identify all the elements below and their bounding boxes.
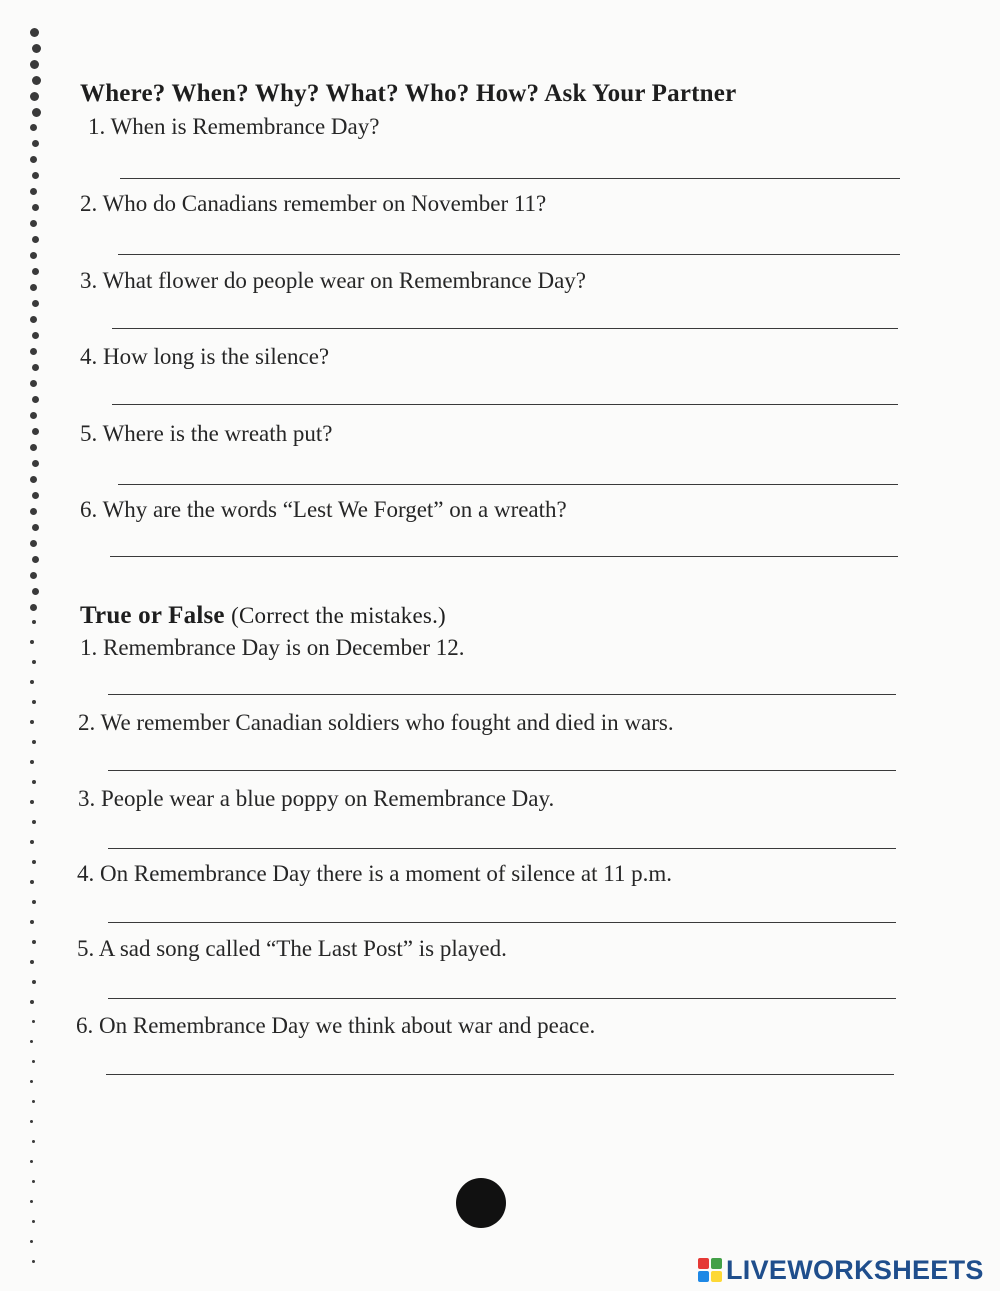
binding-hole <box>32 980 36 984</box>
binding-hole <box>32 396 39 403</box>
binding-hole <box>32 524 39 531</box>
binding-hole <box>30 156 37 163</box>
binding-hole <box>32 108 41 117</box>
binding-hole <box>30 220 37 227</box>
binding-hole <box>30 640 34 644</box>
answer-line[interactable] <box>108 998 896 999</box>
binding-hole <box>30 252 37 259</box>
binding-hole <box>30 840 34 844</box>
binding-hole <box>30 880 34 884</box>
binding-hole <box>32 300 39 307</box>
binding-hole <box>32 172 39 179</box>
binding-hole <box>30 960 34 964</box>
binding-hole <box>32 1180 35 1183</box>
answer-line[interactable] <box>118 254 900 255</box>
binding-hole <box>30 1120 33 1123</box>
statement-2: 2. We remember Canadian soldiers who fought and died in wars. <box>78 710 674 735</box>
statement-4: 4. On Remembrance Day there is a moment of silence at 11 p.m. <box>77 861 673 886</box>
answer-line[interactable] <box>108 848 896 849</box>
binding-hole <box>30 92 39 101</box>
binding-hole <box>32 660 36 664</box>
binding-hole <box>32 76 41 85</box>
section-title-questions: Where? When? Why? What? Who? How? Ask Your Partner <box>80 80 737 107</box>
binding-hole <box>30 604 37 611</box>
binding-hole <box>30 380 37 387</box>
binding-hole <box>30 348 37 355</box>
binding-hole <box>30 540 37 547</box>
binding-hole <box>30 800 34 804</box>
binding-hole <box>32 204 39 211</box>
binding-hole <box>30 1040 33 1043</box>
page-marker-dot <box>456 1178 506 1228</box>
binding-hole <box>30 124 37 131</box>
binding-hole <box>32 860 36 864</box>
binding-hole <box>30 1200 33 1203</box>
answer-line[interactable] <box>106 1074 894 1075</box>
binding-hole <box>30 412 37 419</box>
question-6: 6. Why are the words “Lest We Forget” on a wreath? <box>80 497 567 522</box>
true-false-heading: True or False <box>80 602 225 629</box>
binding-hole <box>32 556 39 563</box>
binding-hole <box>32 236 39 243</box>
binding-hole <box>32 460 39 467</box>
statement-1: 1. Remembrance Day is on December 12. <box>80 635 465 660</box>
binding-hole <box>32 1100 35 1103</box>
binding-hole <box>30 284 37 291</box>
binding-hole <box>30 1080 33 1083</box>
answer-line[interactable] <box>112 404 898 405</box>
answer-line[interactable] <box>112 328 898 329</box>
binding-hole <box>32 820 36 824</box>
section-title-true-false <box>80 602 446 630</box>
binding-hole <box>30 720 34 724</box>
question-1: 1. When is Remembrance Day? <box>88 114 380 139</box>
binding-hole <box>30 28 39 37</box>
binding-hole <box>32 364 39 371</box>
binding-hole <box>32 492 39 499</box>
binding-hole <box>30 572 37 579</box>
binding-hole <box>30 60 39 69</box>
binding-hole <box>30 316 37 323</box>
binding-hole <box>30 760 34 764</box>
binding-hole <box>32 1140 35 1143</box>
binding-hole <box>32 940 36 944</box>
binding-hole <box>32 428 39 435</box>
binding-hole <box>32 620 36 624</box>
binding-hole <box>30 444 37 451</box>
binding-hole <box>30 1000 34 1004</box>
binding-hole <box>30 476 37 483</box>
binding-hole <box>30 188 37 195</box>
binding-hole <box>30 920 34 924</box>
question-3: 3. What flower do people wear on Remembrance Day? <box>80 268 587 293</box>
binding-hole <box>30 508 37 515</box>
liveworksheets-brand <box>698 1255 984 1285</box>
binding-hole <box>32 588 39 595</box>
binding-hole <box>32 700 36 704</box>
question-5: 5. Where is the wreath put? <box>80 421 333 446</box>
binding-hole <box>32 1220 35 1223</box>
binding-hole <box>32 332 39 339</box>
binding-hole <box>32 740 36 744</box>
spiral-binding <box>18 20 56 1290</box>
binding-hole <box>30 1240 33 1243</box>
answer-line[interactable] <box>108 922 896 923</box>
binding-hole <box>32 1020 35 1023</box>
binding-hole <box>32 1060 35 1063</box>
answer-line[interactable] <box>108 770 896 771</box>
question-4: 4. How long is the silence? <box>80 344 330 369</box>
statement-5: 5. A sad song called “The Last Post” is played. <box>77 936 507 961</box>
liveworksheets-logo-icon <box>698 1258 722 1282</box>
statement-3: 3. People wear a blue poppy on Remembrance Day. <box>78 786 555 811</box>
statement-6: 6. On Remembrance Day we think about war and peace. <box>76 1013 596 1038</box>
question-2: 2. Who do Canadians remember on November 11? <box>80 191 547 216</box>
binding-hole <box>30 1160 33 1163</box>
brand-name: LIVEWORKSHEETS <box>726 1254 984 1285</box>
binding-hole <box>32 44 41 53</box>
true-false-instruction: (Correct the mistakes.) <box>231 603 446 628</box>
binding-hole <box>32 780 36 784</box>
binding-hole <box>32 900 36 904</box>
binding-hole <box>32 1260 35 1263</box>
binding-hole <box>32 140 39 147</box>
binding-hole <box>32 268 39 275</box>
binding-hole <box>30 680 34 684</box>
answer-line[interactable] <box>110 556 898 557</box>
answer-line[interactable] <box>120 178 900 179</box>
answer-line[interactable] <box>118 484 898 485</box>
answer-line[interactable] <box>108 694 896 695</box>
